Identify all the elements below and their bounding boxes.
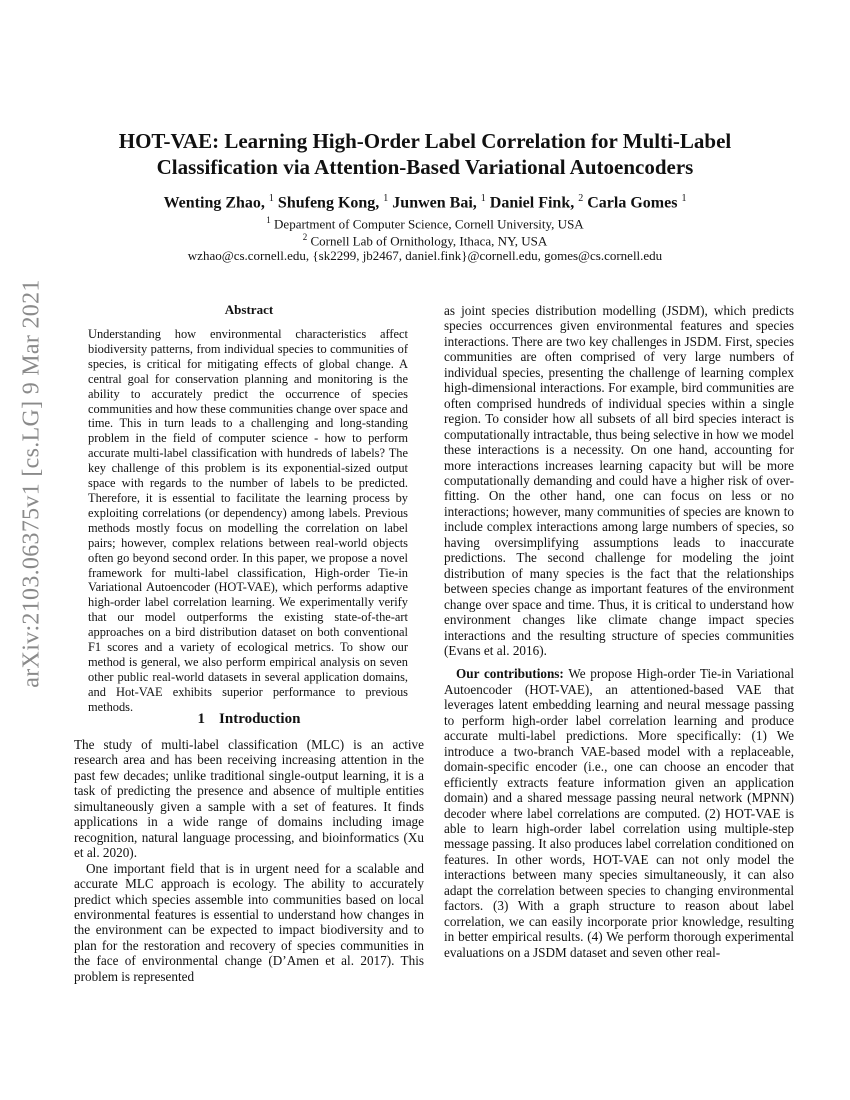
contributions-paragraph	[444, 666, 794, 960]
paragraph: The study of multi-label classification (MLC) is an active research area and has been receiving increasing attention in the past few decades; unlike traditional single-output learning, it is a task of predicting the presence and absence of multiple entities simultaneously given a sample with a set of features. It finds applications in a wide range of domains including image recognition, natural language processing, and bioinformatics (Xu et al. 2020).	[74, 737, 424, 861]
section-number: 1	[197, 711, 206, 727]
title-line-1: HOT-VAE: Learning High-Order Label Correlation for Multi-Label	[118, 129, 732, 153]
abstract-text: Understanding how environmental characteristics affect biodiversity patterns, from individual species to communities of species, is critical for mitigating effects of global change. A central goal for conservation planning and monitoring is the ability to accurately predict the occurrence of species communities and how these communities change over space and time. This in turn leads to a challenging and long-standing problem in the field of computer science - how to perform accurate multi-label classification with hundreds of labels? The key challenge of this problem is its exponential-sized output space with regards to the number of labels to be predicted. Therefore, it is essential to facilitate the learning process by exploiting correlations (or dependency) among labels. Previous methods mostly focus on modelling the correlation on label pairs; however, complex relations between real-world objects often go beyond second order. In this paper, we propose a novel framework for multi-label classification, High-order Tie-in Variational Autoencoder (HOT-VAE), which performs adaptive high-order label correlation learning. We experimentally verify that our model outperforms the existing state-of-the-art approaches on a bird distribution dataset on both conventional F1 scores and a variety of ecological metrics. To show our method is general, we also perform empirical analysis on seven other public real-world datasets in several application domains, and Hot-VAE exhibits superior performance to previous methods.	[88, 327, 408, 714]
arxiv-identifier: arXiv:2103.06375v1 [cs.LG] 9 Mar 2021	[18, 278, 45, 688]
author-affiliation-mark: 1	[383, 193, 389, 204]
paper-title	[100, 128, 750, 180]
affiliation-1	[100, 215, 750, 232]
abstract-body	[88, 327, 408, 715]
paragraph: One important field that is in urgent need for a scalable and accurate MLC approach is ecology. The ability to accurately predict which species assemble into communities based on local environmental features is essential to understand how changes in the environment can be expected to impact biodiversity and to plan for the restoration and recovery of species communities in the face of environmental change (D’Amen et al. 2017). This problem is represented	[74, 860, 424, 984]
author-name: Wenting Zhao,	[163, 194, 265, 212]
affiliation-2	[100, 232, 750, 249]
author-name: Carla Gomes	[587, 194, 678, 212]
section-title: Introduction	[219, 711, 301, 727]
affiliation-text: Cornell Lab of Ornithology, Ithaca, NY, USA	[310, 233, 548, 249]
affiliation-mark: 1	[266, 215, 271, 225]
introduction-body	[74, 737, 424, 984]
author-name: Shufeng Kong,	[277, 194, 380, 212]
author-emails: wzhao@cs.cornell.edu, {sk2299, jb2467, daniel.fink}@cornell.edu, gomes@cs.cornell.edu	[187, 248, 663, 263]
author-affiliation-mark: 2	[578, 193, 584, 204]
contributions-lead: Our contributions:	[456, 666, 564, 682]
author-affiliation-mark: 1	[681, 193, 687, 204]
author-list	[100, 193, 750, 212]
author-affiliation-mark: 1	[480, 193, 486, 204]
author-name: Daniel Fink,	[489, 194, 575, 212]
author-name: Junwen Bai,	[392, 194, 477, 212]
section-heading-introduction	[74, 711, 424, 728]
arxiv-side-stamp	[10, 278, 54, 688]
contributions-text: We propose High-order Tie-in Variational Autoencoder (HOT-VAE), an attentioned-based VAE that leverages latent embedding learning and neural message passing to perform high-order label correlation learning and produce accurate multi-label predictions. More specifically: (1) We introduce a two-branch VAE-based model with a replaceable, domain-specific encoder (i.e., one can choose an encoder that efficiently extracts feature information given an application domain) and a shared message passing neural network (MPNN) decoder where label correlations are computed. (2) HOT-VAE is able to learn high-order label correlation using multiple-step message passing. It also produces label correlation conditioned on features. In other words, HOT-VAE can not only model the interactions between many species simultaneously, it can also adapt the correlation between species to changing environmental factors. (3) With a graph structure to reason about label correlation, we can easily incorporate prior knowledge, resulting in better empirical results. (4) We perform thorough experimental evaluations on a JSDM dataset and seven other real-	[444, 666, 794, 960]
affiliation-text: Department of Computer Science, Cornell University, USA	[274, 216, 584, 232]
author-affiliation-mark: 1	[268, 193, 274, 204]
paragraph: as joint species distribution modelling (JSDM), which predicts species occurrences given environmental features and species interactions. There are two key challenges in JSDM. First, species communities are often comprised of very large numbers of individual species, presenting the challenge of learning complex high-dimensional interactions. For example, bird communities are often comprised hundreds of individual species within a single region. To consider how all subsets of all bird species interact is computationally intractable, thus being selective in how we model these interactions is a necessity. On one hand, accounting for more interactions increases learning capacity but will be more computationally demanding and could have a higher risk of over-fitting. On the other hand, one can focus on less or no interactions; however, many communities of species are known to include complex interactions among large numbers of species, so having oversimplifying assumptions leads to inaccurate predictions. The second challenge for modeling the joint distribution of many species is the fact that the relationships between species change as important features of the environment change over space and time. Thus, it is critical to understand how environment changes like climate change impact species interactions and the resulting structure of species communities (Evans et al. 2016).	[444, 303, 794, 658]
right-column	[444, 303, 794, 960]
abstract-heading: Abstract	[224, 302, 274, 317]
affiliation-mark: 2	[302, 232, 308, 242]
title-line-2: Classification via Attention-Based Variational Autoencoders	[156, 155, 694, 179]
